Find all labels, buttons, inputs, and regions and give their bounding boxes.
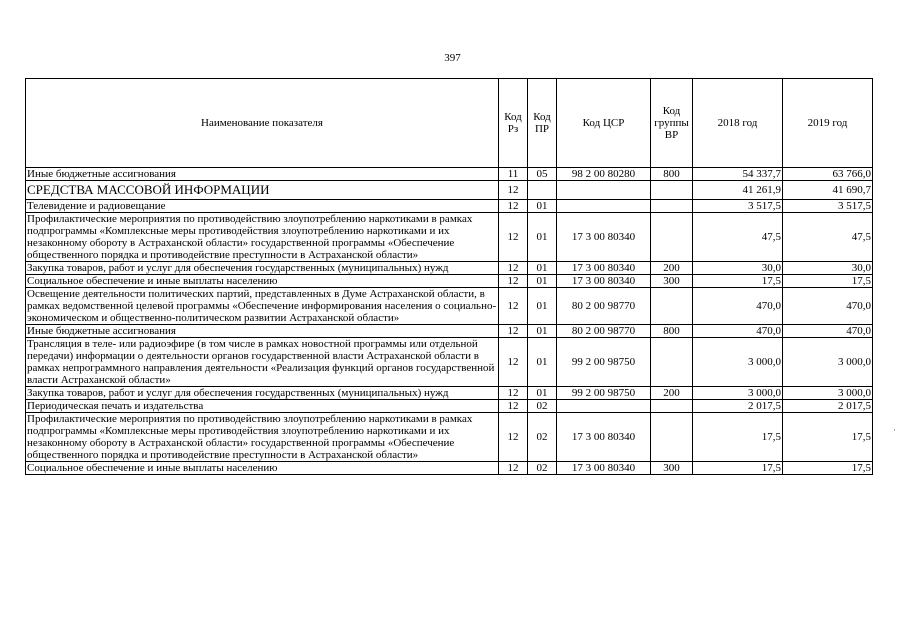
value-2019: 3 000,0 [783, 338, 873, 387]
header-year-2019: 2019 год [783, 79, 873, 168]
indicator-name: Социальное обеспечение и иные выплаты населению [26, 275, 499, 288]
indicator-name: Закупка товаров, работ и услуг для обеспечения государственных (муниципальных) нужд [26, 387, 499, 400]
code-vr [651, 288, 693, 325]
table-row [26, 325, 873, 338]
code-vr [651, 400, 693, 413]
code-vr: 300 [651, 462, 693, 475]
code-rz: 12 [499, 413, 528, 462]
value-2018: 3 000,0 [693, 338, 783, 387]
indicator-name: Телевидение и радиовещание [26, 200, 499, 213]
value-2018: 3 000,0 [693, 387, 783, 400]
code-vr [651, 213, 693, 262]
code-csr [557, 400, 651, 413]
value-2019: 470,0 [783, 288, 873, 325]
indicator-name: Иные бюджетные ассигнования [26, 325, 499, 338]
code-csr: 17 3 00 80340 [557, 413, 651, 462]
table-row [26, 288, 873, 325]
table-row [26, 387, 873, 400]
code-csr: 17 3 00 80340 [557, 262, 651, 275]
code-pr: 01 [528, 213, 557, 262]
header-code-vr: Код группы ВР [651, 79, 693, 168]
code-rz: 12 [499, 213, 528, 262]
code-rz: 11 [499, 168, 528, 181]
header-code-rz: Код Рз [499, 79, 528, 168]
value-2018: 17,5 [693, 462, 783, 475]
budget-table [25, 78, 873, 475]
code-rz: 12 [499, 338, 528, 387]
value-2019: 63 766,0 [783, 168, 873, 181]
value-2019: 17,5 [783, 413, 873, 462]
code-vr: 200 [651, 262, 693, 275]
value-2019: 470,0 [783, 325, 873, 338]
code-rz: 12 [499, 288, 528, 325]
code-rz: 12 [499, 462, 528, 475]
code-vr [651, 338, 693, 387]
code-pr [528, 181, 557, 200]
indicator-name: Профилактические мероприятия по противодействию злоупотреблению наркотиками в рамках подпрограммы «Комплексные меры противодействия злоупотреблению наркотиками и их незаконному обороту в Астраханской области» государственной программы «Обеспечение общественного порядка и противодействие преступности в Астраханской области» [26, 213, 499, 262]
header-code-csr: Код ЦСР [557, 79, 651, 168]
table-row [26, 413, 873, 462]
code-csr: 80 2 00 98770 [557, 325, 651, 338]
code-csr: 80 2 00 98770 [557, 288, 651, 325]
scan-mark: · [893, 425, 896, 435]
code-pr: 01 [528, 288, 557, 325]
value-2019: 2 017,5 [783, 400, 873, 413]
code-pr: 02 [528, 400, 557, 413]
table-row [26, 181, 873, 200]
code-rz: 12 [499, 275, 528, 288]
table-row [26, 400, 873, 413]
code-rz: 12 [499, 325, 528, 338]
indicator-name: Трансляция в теле- или радиоэфире (в том числе в рамках новостной программы или отдельной передачи) информации о деятельности органов государственной власти Астраханской области в рамках непрограммного направления деятельности «Реализация функций органов государственной власти Астраханской области» [26, 338, 499, 387]
value-2019: 3 000,0 [783, 387, 873, 400]
code-pr: 02 [528, 462, 557, 475]
table-row [26, 275, 873, 288]
value-2018: 30,0 [693, 262, 783, 275]
code-csr: 17 3 00 80340 [557, 213, 651, 262]
page-number: 397 [444, 52, 461, 64]
code-vr: 800 [651, 325, 693, 338]
code-vr: 200 [651, 387, 693, 400]
code-pr: 05 [528, 168, 557, 181]
indicator-name: Социальное обеспечение и иные выплаты населению [26, 462, 499, 475]
value-2019: 30,0 [783, 262, 873, 275]
value-2018: 47,5 [693, 213, 783, 262]
table-row [26, 462, 873, 475]
code-pr: 01 [528, 275, 557, 288]
value-2018: 470,0 [693, 325, 783, 338]
code-rz: 12 [499, 200, 528, 213]
code-csr: 17 3 00 80340 [557, 275, 651, 288]
indicator-name: Освещение деятельности политических партий, представленных в Думе Астраханской области, в рамках ведомственной целевой программы «Обеспечение информирования населения о социально-экономическом и общественно-политическом развитии Астраханской области» [26, 288, 499, 325]
code-csr: 98 2 00 80280 [557, 168, 651, 181]
value-2018: 2 017,5 [693, 400, 783, 413]
code-pr: 02 [528, 413, 557, 462]
table-header-row [26, 79, 873, 168]
code-pr: 01 [528, 262, 557, 275]
code-csr: 99 2 00 98750 [557, 387, 651, 400]
table-row [26, 338, 873, 387]
code-vr [651, 413, 693, 462]
code-vr [651, 181, 693, 200]
value-2019: 17,5 [783, 275, 873, 288]
code-csr: 17 3 00 80340 [557, 462, 651, 475]
code-rz: 12 [499, 387, 528, 400]
value-2019: 3 517,5 [783, 200, 873, 213]
code-pr: 01 [528, 200, 557, 213]
table-row [26, 200, 873, 213]
code-rz: 12 [499, 262, 528, 275]
indicator-name: Иные бюджетные ассигнования [26, 168, 499, 181]
indicator-name: Закупка товаров, работ и услуг для обеспечения государственных (муниципальных) нужд [26, 262, 499, 275]
code-pr: 01 [528, 387, 557, 400]
header-year-2018: 2018 год [693, 79, 783, 168]
value-2019: 17,5 [783, 462, 873, 475]
indicator-name: Периодическая печать и издательства [26, 400, 499, 413]
table-row [26, 213, 873, 262]
code-csr: 99 2 00 98750 [557, 338, 651, 387]
code-rz: 12 [499, 400, 528, 413]
code-pr: 01 [528, 338, 557, 387]
value-2018: 3 517,5 [693, 200, 783, 213]
value-2018: 54 337,7 [693, 168, 783, 181]
value-2019: 47,5 [783, 213, 873, 262]
value-2018: 41 261,9 [693, 181, 783, 200]
table-row [26, 262, 873, 275]
code-vr: 800 [651, 168, 693, 181]
code-rz: 12 [499, 181, 528, 200]
value-2018: 470,0 [693, 288, 783, 325]
code-vr [651, 200, 693, 213]
value-2018: 17,5 [693, 413, 783, 462]
code-pr: 01 [528, 325, 557, 338]
header-indicator-name: Наименование показателя [26, 79, 499, 168]
indicator-name: Профилактические мероприятия по противодействию злоупотреблению наркотиками в рамках подпрограммы «Комплексные меры противодействия злоупотреблению наркотиками и их незаконному обороту в Астраханской области» государственной программы «Обеспечение общественного порядка и противодействие преступности в Астраханской области» [26, 413, 499, 462]
value-2018: 17,5 [693, 275, 783, 288]
code-vr: 300 [651, 275, 693, 288]
table-row [26, 168, 873, 181]
code-csr [557, 181, 651, 200]
header-code-pr: Код ПР [528, 79, 557, 168]
value-2019: 41 690,7 [783, 181, 873, 200]
indicator-name: СРЕДСТВА МАССОВОЙ ИНФОРМАЦИИ [26, 181, 499, 200]
code-csr [557, 200, 651, 213]
